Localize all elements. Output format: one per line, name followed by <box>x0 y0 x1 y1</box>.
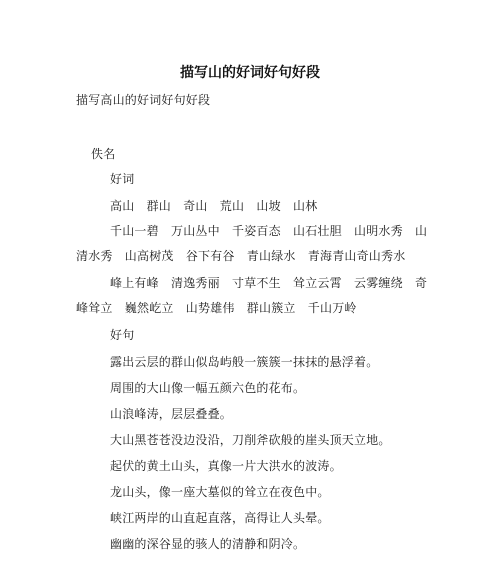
document-title: 描写山的好词好句好段 <box>180 65 320 81</box>
sentence-line: 露出云层的群山似岛屿般一簇簇一抹抹的悬浮着。 <box>110 355 379 369</box>
sentence-line: 起伏的黄土山头，真像一片大洪水的波涛。 <box>110 459 342 473</box>
author-line: 佚名 <box>91 147 116 161</box>
word-line: 千山一碧 万山丛中 千姿百态 山石壮胆 山明水秀 山 <box>110 224 428 238</box>
sentence-line: 大山黑苍苍没边没沿，刀削斧砍般的崖头顶天立地。 <box>110 433 391 447</box>
word-line: 高山 群山 奇山 荒山 山坡 山林 <box>110 199 318 213</box>
sentence-line: 周围的大山像一幅五颜六色的花布。 <box>110 381 306 395</box>
sentence-line: 龙山头，像一座大墓似的耸立在夜色中。 <box>110 485 330 499</box>
section-heading-words: 好词 <box>110 172 135 186</box>
sentence-line: 幽幽的深谷显的骇人的清静和阴冷。 <box>110 537 306 551</box>
word-line: 峰耸立 巍然屹立 山势雄伟 群山簇立 千山万岭 <box>76 301 357 315</box>
section-heading-sentences: 好句 <box>110 328 135 342</box>
word-line: 峰上有峰 清逸秀丽 寸草不生 耸立云霄 云雾缠绕 奇 <box>110 276 428 290</box>
sentence-line: 峡江两岸的山直起直落，高得让人头晕。 <box>110 511 330 525</box>
document-subtitle: 描写高山的好词好句好段 <box>76 93 211 107</box>
word-line: 清水秀 山高树茂 谷下有谷 青山绿水 青海青山奇山秀水 <box>76 249 406 263</box>
sentence-line: 山浪峰涛，层层叠叠。 <box>110 407 233 421</box>
